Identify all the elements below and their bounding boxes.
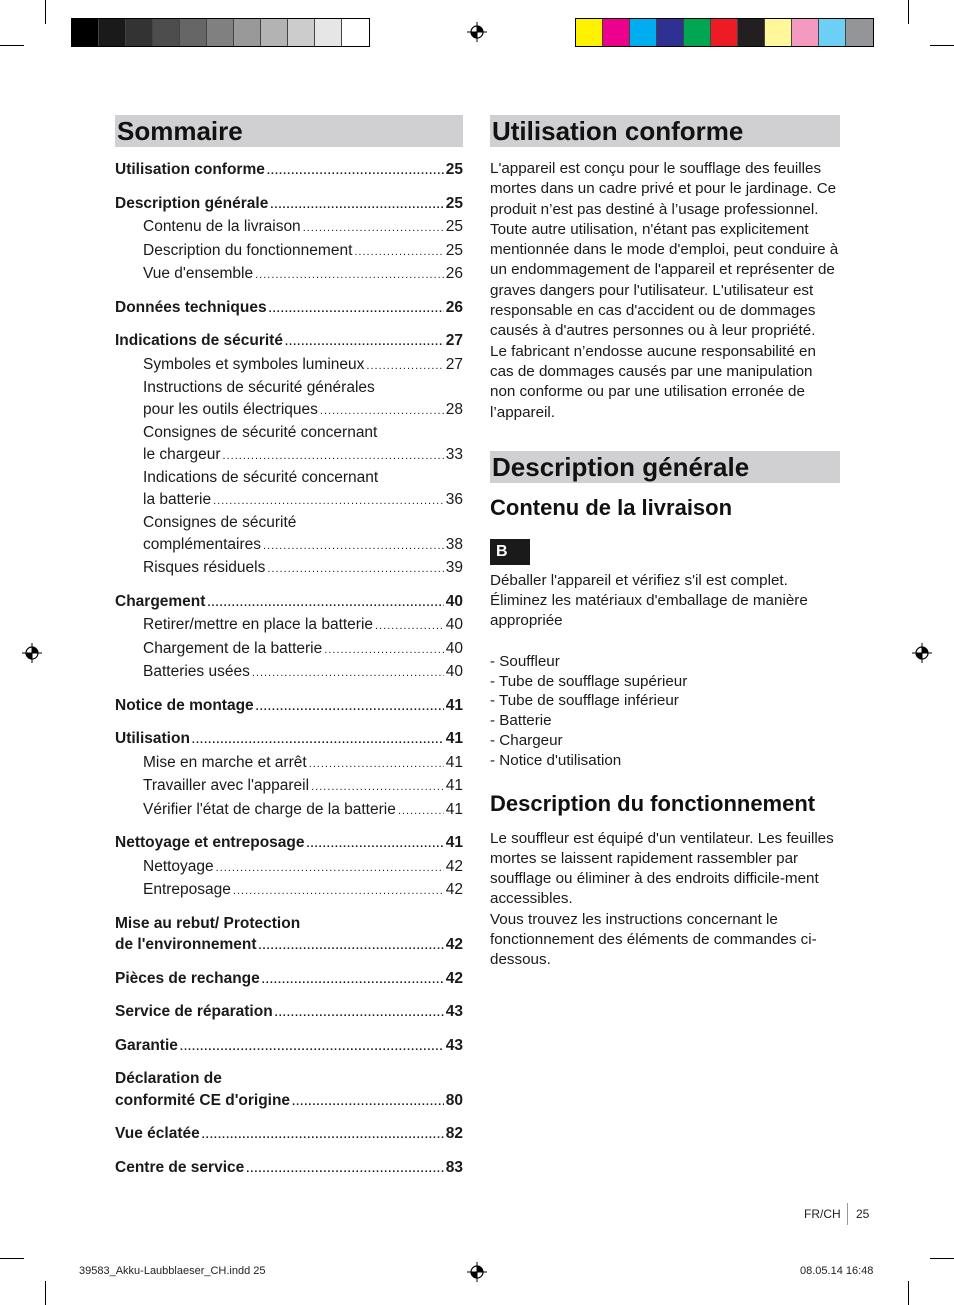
toc-entry[interactable] [115, 297, 463, 321]
toc-entry-line: Mise au rebut/ Protection [115, 914, 301, 932]
toc-group [115, 832, 463, 903]
toc-leader-dots [216, 858, 444, 880]
toc-leader-dots [267, 161, 444, 183]
toc-entry[interactable] [115, 399, 463, 423]
contenu-list [490, 652, 840, 771]
toc-leader-dots [309, 754, 444, 776]
color-swatch [576, 19, 603, 46]
crop-mark [0, 45, 24, 46]
toc-entry[interactable] [115, 1035, 463, 1059]
toc-page-number: 41 [445, 730, 463, 747]
color-swatch [99, 19, 126, 46]
toc-entry-label: Batteries usées [143, 663, 250, 680]
toc-entry-label: Notice de montage [115, 696, 254, 714]
toc-entry-label: conformité CE d'origine [115, 1091, 291, 1109]
toc-leader-dots [255, 265, 444, 287]
toc-entry-label: Nettoyage et entreposage [115, 834, 305, 851]
toc-page-number: 40 [445, 592, 463, 610]
toc-leader-dots [262, 970, 444, 992]
list-item: - Tube de soufflage inférieur [490, 692, 679, 710]
toc-page-number: 42 [445, 857, 463, 875]
toc-page-number: 36 [445, 490, 463, 508]
toc-group [115, 1123, 463, 1147]
toc-entry-label: Entreposage [143, 881, 231, 898]
toc-entry-label: Pièces de rechange [115, 969, 260, 987]
toc-entry-line: Consignes de sécurité concernant [143, 424, 378, 441]
slug-filename: 39583_Akku-Laubblaeser_CH.indd 25 [79, 1265, 266, 1277]
toc-leader-dots [320, 401, 444, 423]
toc-leader-dots [275, 1003, 444, 1025]
toc-entry-label: Utilisation [115, 730, 190, 747]
toc-page-number: 25 [445, 241, 463, 259]
toc-entry-line: Indications de sécurité concernant [143, 469, 379, 486]
list-item: - Tube de soufflage supérieur [490, 672, 688, 690]
toc-entry-label: pour les outils électriques [143, 400, 318, 418]
toc-leader-dots [269, 299, 444, 321]
crop-mark [45, 1281, 46, 1305]
toc-page-number: 41 [445, 696, 463, 714]
color-swatch [342, 19, 369, 46]
footer-language: FR/CH [804, 1207, 841, 1221]
toc-page-number: 40 [445, 639, 463, 657]
color-swatch [72, 19, 99, 46]
toc-entry[interactable] [115, 193, 463, 217]
toc-group [115, 193, 463, 287]
registration-mark-icon [467, 22, 487, 42]
toc-entry[interactable] [115, 879, 463, 903]
toc-group [115, 330, 463, 581]
toc-page-number: 27 [445, 355, 463, 373]
toc-group [115, 913, 463, 958]
contenu-heading: Contenu de la livraison [490, 494, 733, 520]
toc-entry[interactable] [115, 695, 463, 719]
toc-leader-dots [324, 640, 444, 662]
toc-entry-line: Instructions de sécurité générales [143, 379, 375, 396]
toc-leader-dots [252, 663, 444, 685]
toc-page-number: 26 [445, 265, 463, 282]
toc-entry-label: Retirer/mettre en place la batterie [143, 616, 374, 633]
toc-entry[interactable] [115, 799, 463, 823]
toc-page-number: 82 [445, 1125, 463, 1142]
figure-badge: B [490, 539, 530, 565]
toc-entry[interactable] [115, 444, 463, 468]
toc-group [115, 968, 463, 992]
toc-leader-dots [192, 730, 444, 752]
toc-entry[interactable] [115, 775, 463, 799]
toc-entry[interactable] [115, 728, 463, 752]
toc-leader-dots [256, 697, 444, 719]
toc-entry-label: Description du fonctionnement [143, 241, 353, 259]
toc-entry-label: Risques résiduels [143, 559, 266, 576]
toc-page-number: 40 [445, 616, 463, 633]
toc-leader-dots [375, 616, 444, 638]
list-item: - Notice d'utilisation [490, 751, 622, 769]
toc-entry[interactable] [115, 1001, 463, 1025]
toc-entry-label: Vérifier l'état de charge de la batterie [143, 800, 396, 818]
color-swatch [765, 19, 792, 46]
toc-page-number: 42 [445, 881, 463, 898]
toc-page-number: 80 [445, 1091, 463, 1109]
table-of-contents [115, 115, 463, 1190]
cmyk-color-bar [575, 18, 874, 47]
figure-badge-wrap [490, 539, 840, 565]
toc-entry[interactable] [115, 856, 463, 880]
toc-leader-dots [311, 777, 444, 799]
toc-page-number: 26 [445, 298, 463, 316]
toc-entry-label: Description générale [115, 194, 269, 212]
toc-entry[interactable] [115, 968, 463, 992]
list-item: - Souffleur [490, 652, 560, 670]
toc-entry-label: complémentaires [143, 535, 262, 553]
toc-entry-label: Mise en marche et arrêt [143, 753, 307, 771]
toc-leader-dots [233, 881, 444, 903]
registration-mark-icon [22, 643, 42, 663]
registration-mark-icon [912, 643, 932, 663]
toc-entry-label: Service de réparation [115, 1003, 273, 1020]
toc-entry-label: Nettoyage [143, 857, 214, 875]
color-swatch [207, 19, 234, 46]
fonctionnement-text: Vous trouvez les instructions concernant le fonctionnement des éléments de commandes ci-dessous. [490, 910, 817, 969]
toc-entry[interactable] [115, 752, 463, 776]
toc-group [115, 728, 463, 822]
utilisation-title: Utilisation conforme [490, 115, 840, 147]
toc-entry[interactable] [115, 240, 463, 264]
registration-mark-icon [467, 1262, 487, 1282]
toc-leader-dots [246, 1159, 444, 1181]
color-swatch [792, 19, 819, 46]
color-swatch [288, 19, 315, 46]
content-column [490, 115, 840, 971]
toc-leader-dots [354, 242, 443, 264]
toc-leader-dots [292, 1092, 444, 1114]
toc-page-number: 25 [445, 218, 463, 235]
toc-leader-dots [270, 195, 443, 217]
toc-page-number: 43 [445, 1036, 463, 1054]
toc-group [115, 297, 463, 321]
toc-entry-label: la batterie [143, 490, 212, 508]
color-swatch [180, 19, 207, 46]
toc-entry-line: Consignes de sécurité [143, 514, 297, 531]
toc-entry[interactable] [115, 591, 463, 615]
toc-leader-dots [307, 834, 444, 856]
contenu-text: Déballer l'appareil et vérifiez s'il est complet. Éliminez les matériaux d'emballage de manière appropriée [490, 571, 808, 630]
toc-list [115, 159, 463, 1180]
toc-group [115, 1068, 463, 1113]
toc-leader-dots [207, 593, 443, 615]
gray-color-bar [71, 18, 370, 47]
toc-leader-dots [267, 559, 443, 581]
toc-entry[interactable] [115, 934, 463, 958]
color-swatch [315, 19, 342, 46]
toc-page-number: 38 [445, 535, 463, 553]
toc-leader-dots [303, 218, 444, 240]
toc-page-number: 27 [445, 332, 463, 349]
toc-group [115, 695, 463, 719]
toc-leader-dots [285, 332, 444, 354]
color-swatch [126, 19, 153, 46]
toc-entry[interactable] [115, 614, 463, 638]
toc-page-number: 25 [445, 194, 463, 212]
toc-entry[interactable] [115, 638, 463, 662]
toc-page-number: 33 [445, 445, 463, 463]
toc-entry[interactable] [115, 330, 463, 354]
toc-entry-label: Utilisation conforme [115, 161, 265, 178]
slug-date: 08.05.14 16:48 [800, 1265, 874, 1277]
toc-page-number: 83 [445, 1158, 463, 1176]
toc-leader-dots [202, 1125, 444, 1147]
crop-mark [930, 45, 954, 46]
crop-mark [908, 1281, 909, 1305]
list-item: - Chargeur [490, 731, 563, 749]
toc-entry-label: Vue d'ensemble [143, 265, 254, 282]
toc-title: Sommaire [115, 115, 463, 147]
color-swatch [234, 19, 261, 46]
toc-entry[interactable] [115, 1157, 463, 1181]
color-swatch [603, 19, 630, 46]
toc-leader-dots [366, 356, 443, 378]
crop-mark [908, 0, 909, 24]
toc-entry[interactable] [115, 1123, 463, 1147]
toc-entry-label: Symboles et symboles lumineux [143, 355, 365, 373]
toc-page-number: 43 [445, 1003, 463, 1020]
toc-page-number: 42 [445, 936, 463, 953]
toc-leader-dots [213, 491, 444, 513]
toc-page-number: 28 [445, 400, 463, 418]
toc-entry-label: Indications de sécurité [115, 332, 283, 349]
list-item: - Batterie [490, 712, 552, 730]
crop-mark [0, 1258, 24, 1259]
utilisation-paragraph: Le fabricant n’endosse aucune responsabilité en cas de dommages causés par une manipulation non conforme ou par une utilisation erronée de l’appareil. [490, 342, 816, 421]
toc-entry[interactable] [115, 1090, 463, 1114]
toc-leader-dots [263, 536, 444, 558]
toc-group [115, 1035, 463, 1059]
toc-entry-label: Centre de service [115, 1158, 245, 1176]
toc-page-number: 40 [445, 663, 463, 680]
toc-entry-label: Contenu de la livraison [143, 218, 301, 235]
toc-page-number: 39 [445, 559, 463, 576]
toc-entry-label: Chargement [115, 592, 206, 610]
toc-entry-label: Garantie [115, 1036, 178, 1054]
toc-entry-label: Données techniques [115, 298, 267, 316]
fonctionnement-text: Le souffleur est équipé d'un ventilateur. Les feuilles mortes se laissent rapidement rassembler par soufflage ou éliminer à des endroits difficile-ment accessibles. [490, 829, 834, 908]
color-swatch [711, 19, 738, 46]
toc-page-number: 41 [445, 800, 463, 818]
toc-entry[interactable] [115, 661, 463, 685]
toc-group [115, 159, 463, 183]
toc-leader-dots [398, 801, 444, 823]
color-swatch [153, 19, 180, 46]
toc-entry[interactable] [115, 557, 463, 581]
footer-divider [847, 1203, 848, 1225]
color-swatch [846, 19, 873, 46]
color-swatch [738, 19, 765, 46]
color-swatch [684, 19, 711, 46]
fonctionnement-heading: Description du fonctionnement [490, 790, 816, 816]
toc-entry[interactable] [115, 489, 463, 513]
crop-mark [930, 1258, 954, 1259]
toc-entry-label: Chargement de la batterie [143, 639, 323, 657]
color-swatch [819, 19, 846, 46]
toc-leader-dots [259, 936, 444, 958]
toc-entry-label: Travailler avec l'appareil [143, 777, 310, 794]
toc-entry[interactable] [115, 216, 463, 240]
toc-entry[interactable] [115, 354, 463, 378]
color-swatch [657, 19, 684, 46]
color-swatch [261, 19, 288, 46]
toc-group [115, 1001, 463, 1025]
toc-leader-dots [223, 446, 444, 468]
toc-page-number: 41 [445, 777, 463, 794]
description-title: Description générale [490, 451, 840, 483]
toc-entry[interactable] [115, 159, 463, 183]
toc-entry[interactable] [115, 534, 463, 558]
toc-leader-dots [180, 1037, 444, 1059]
toc-group [115, 1157, 463, 1181]
utilisation-paragraph: L'appareil est conçu pour le soufflage des feuilles mortes dans un cadre privé et pour le jardinage. Ce produit n’est pas destiné à l’usage professionnel. Toute autre utilisation, n'étant pas explicitement mentionnée dans le mode d'emploi, peut conduire à un endommagement de l'appareil et représenter de graves dangers pour l'utilisateur. L'utilisateur est responsable en cas d'accident ou de dommages causés à d'autres personnes ou à leur propriété. [490, 160, 839, 340]
toc-entry-label: de l'environnement [115, 936, 257, 953]
toc-page-number: 41 [445, 834, 463, 851]
toc-page-number: 41 [445, 753, 463, 771]
toc-entry-line: Déclaration de [115, 1070, 222, 1087]
toc-entry-label: Vue éclatée [115, 1125, 200, 1142]
footer-page-number: 25 [856, 1207, 870, 1221]
color-swatch [630, 19, 657, 46]
toc-entry[interactable] [115, 263, 463, 287]
toc-entry-label: le chargeur [143, 445, 221, 463]
toc-group [115, 591, 463, 685]
toc-page-number: 25 [445, 161, 463, 178]
toc-entry[interactable] [115, 832, 463, 856]
toc-page-number: 42 [445, 969, 463, 987]
crop-mark [45, 0, 46, 24]
